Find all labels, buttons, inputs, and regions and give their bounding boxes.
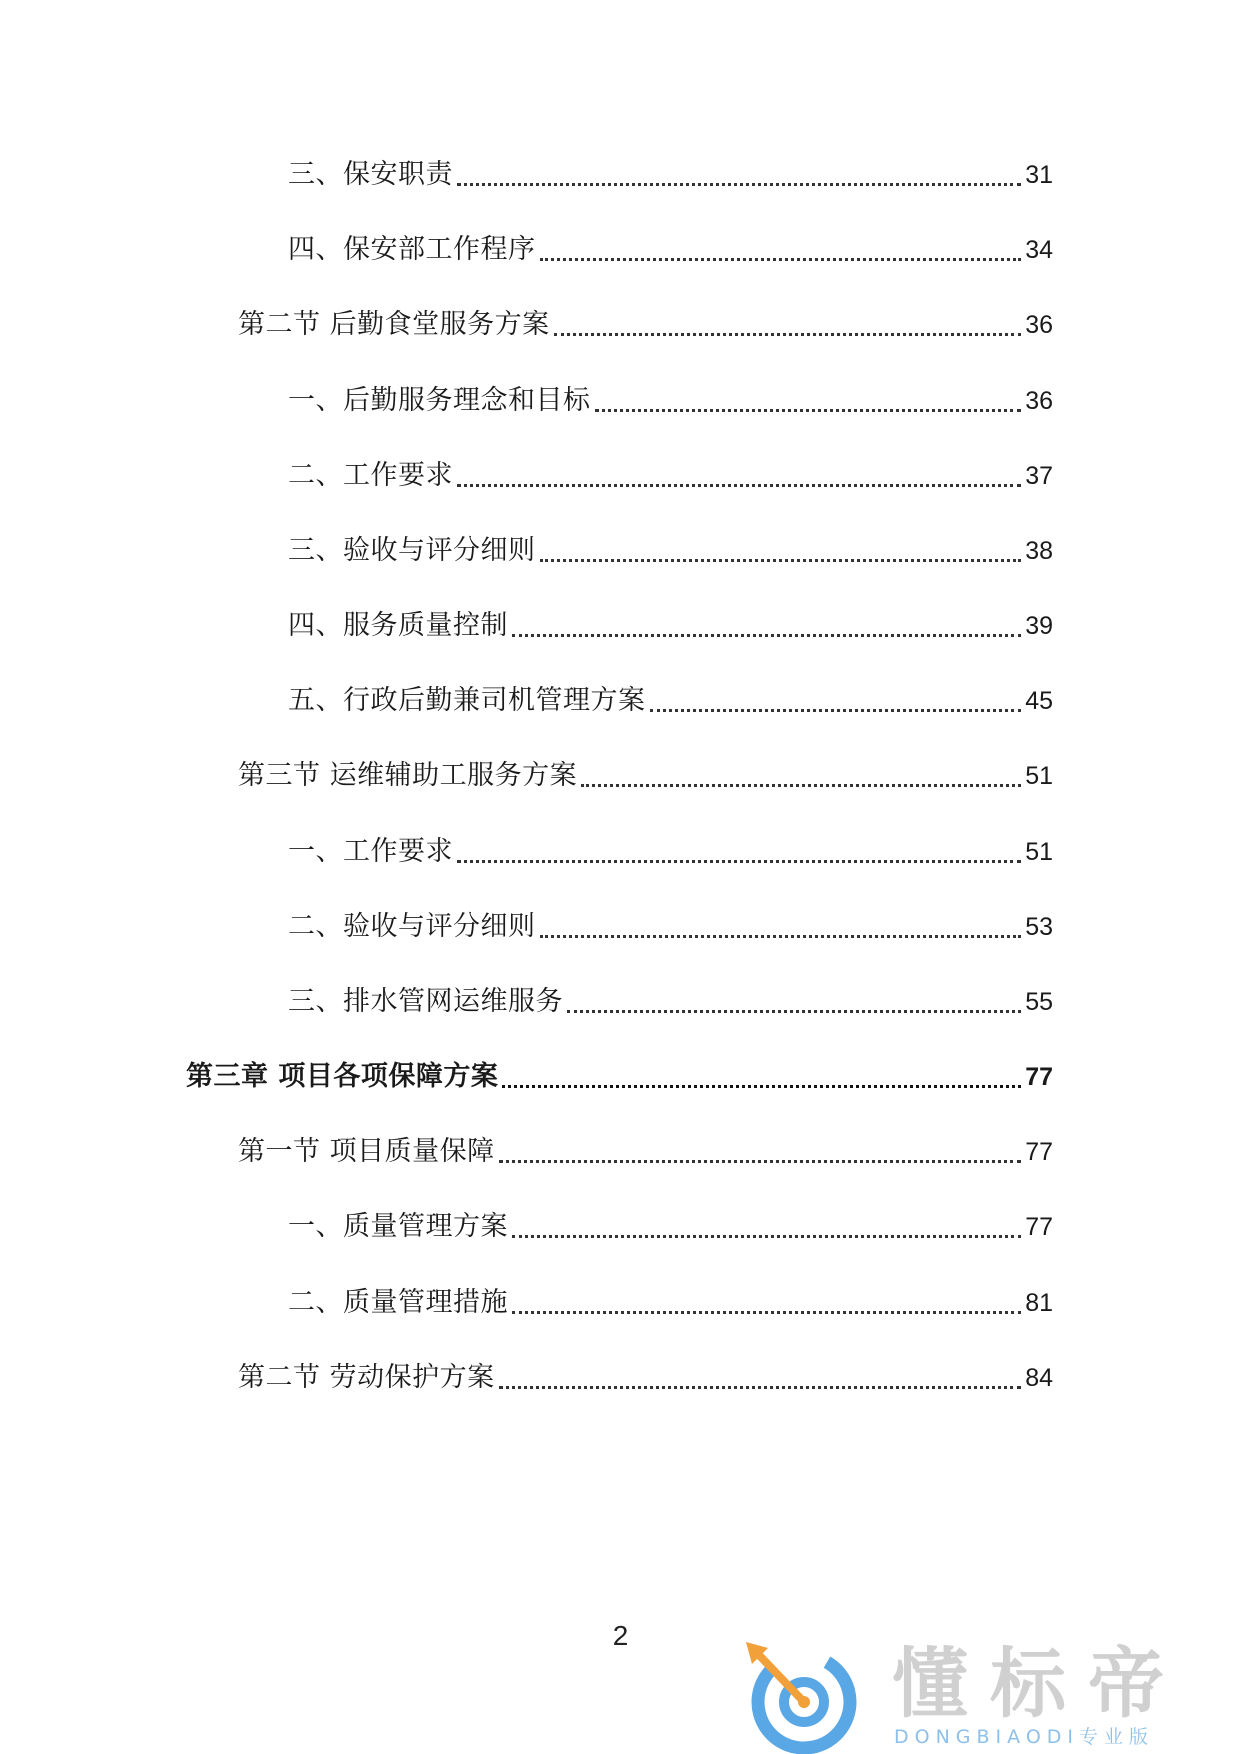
toc-dot-leader — [595, 409, 1022, 412]
target-arrow-icon — [742, 1640, 862, 1754]
toc-entry-label: 四、保安部工作程序 — [288, 234, 536, 265]
toc-entry[interactable] — [288, 456, 1053, 496]
toc-entry-page: 37 — [1025, 462, 1053, 490]
toc-dot-leader — [499, 1160, 1022, 1163]
toc-dot-leader — [581, 784, 1021, 787]
toc-entry-label: 第三章 项目各项保障方案 — [186, 1061, 499, 1092]
toc-entry-label: 五、行政后勤兼司机管理方案 — [288, 685, 646, 716]
toc-entry-label: 二、质量管理措施 — [288, 1287, 508, 1318]
toc-entry-label: 第一节 项目质量保障 — [238, 1136, 495, 1167]
toc-entry-page: 34 — [1025, 236, 1053, 264]
toc-entry[interactable] — [288, 1283, 1053, 1323]
watermark-subtitle: DONGBIAODI专业版 — [894, 1726, 1155, 1748]
toc-entry-chapter[interactable] — [186, 1057, 1053, 1097]
toc-entry-label: 二、工作要求 — [288, 460, 453, 491]
toc-entry-page: 51 — [1025, 762, 1053, 790]
toc-entry-label: 一、质量管理方案 — [288, 1211, 508, 1242]
toc-dot-leader — [512, 634, 1021, 637]
toc-dot-leader — [650, 709, 1022, 712]
toc-entry-page: 31 — [1025, 161, 1053, 189]
toc-entry-label: 一、工作要求 — [288, 836, 453, 867]
toc-entry[interactable] — [288, 606, 1053, 646]
toc-entry-label: 二、验收与评分细则 — [288, 911, 536, 942]
toc-entry[interactable] — [288, 907, 1053, 947]
toc-entry[interactable] — [288, 982, 1053, 1022]
toc-dot-leader — [457, 484, 1021, 487]
toc-dot-leader — [567, 1010, 1021, 1013]
toc-entry-label: 一、后勤服务理念和目标 — [288, 385, 591, 416]
watermark — [742, 1640, 1222, 1750]
toc-entry-page: 84 — [1025, 1364, 1053, 1392]
toc-entry[interactable] — [288, 832, 1053, 872]
toc-entry[interactable] — [288, 681, 1053, 721]
toc-entry[interactable] — [288, 1207, 1053, 1247]
toc-entry[interactable] — [288, 230, 1053, 270]
toc-dot-leader — [457, 860, 1021, 863]
toc-entry-page: 38 — [1025, 537, 1053, 565]
toc-entry-page: 77 — [1025, 1063, 1053, 1091]
toc-dot-leader — [512, 1311, 1021, 1314]
toc-entry-label: 四、服务质量控制 — [288, 610, 508, 641]
toc-entry-label: 第三节 运维辅助工服务方案 — [238, 760, 578, 791]
toc-entry-label: 第二节 后勤食堂服务方案 — [238, 309, 550, 340]
toc-entry[interactable] — [288, 155, 1053, 195]
toc-dot-leader — [540, 935, 1022, 938]
page-number: 2 — [612, 1620, 629, 1651]
toc-dot-leader — [554, 333, 1022, 336]
toc-entry-page: 39 — [1025, 612, 1053, 640]
toc-entry[interactable] — [238, 756, 1053, 796]
toc-entry-page: 36 — [1025, 387, 1053, 415]
toc-entry-label: 三、验收与评分细则 — [288, 535, 536, 566]
toc-dot-leader — [512, 1235, 1021, 1238]
toc-entry-page: 36 — [1025, 311, 1053, 339]
toc-entry-label: 三、保安职责 — [288, 159, 453, 190]
toc-dot-leader — [457, 183, 1021, 186]
toc-entry-page: 51 — [1025, 838, 1053, 866]
toc-entry-label: 第二节 劳动保护方案 — [238, 1362, 495, 1393]
toc-entry-page: 77 — [1025, 1213, 1053, 1241]
watermark-title: 懂标帝 — [892, 1639, 1186, 1728]
toc-dot-leader — [540, 559, 1022, 562]
toc-entry[interactable] — [288, 531, 1053, 571]
toc-entry[interactable] — [238, 1358, 1053, 1398]
toc-entry-label: 三、排水管网运维服务 — [288, 986, 563, 1017]
toc-entry-page: 77 — [1025, 1138, 1053, 1166]
toc-dot-leader — [540, 258, 1022, 261]
toc-entry[interactable] — [238, 305, 1053, 345]
toc-entry[interactable] — [238, 1132, 1053, 1172]
toc-entry[interactable] — [288, 381, 1053, 421]
toc-dot-leader — [502, 1085, 1021, 1088]
toc-entry-page: 45 — [1025, 687, 1053, 715]
toc-entry-page: 53 — [1025, 913, 1053, 941]
toc-entry-page: 81 — [1025, 1289, 1053, 1317]
toc-dot-leader — [499, 1386, 1022, 1389]
toc-entry-page: 55 — [1025, 988, 1053, 1016]
